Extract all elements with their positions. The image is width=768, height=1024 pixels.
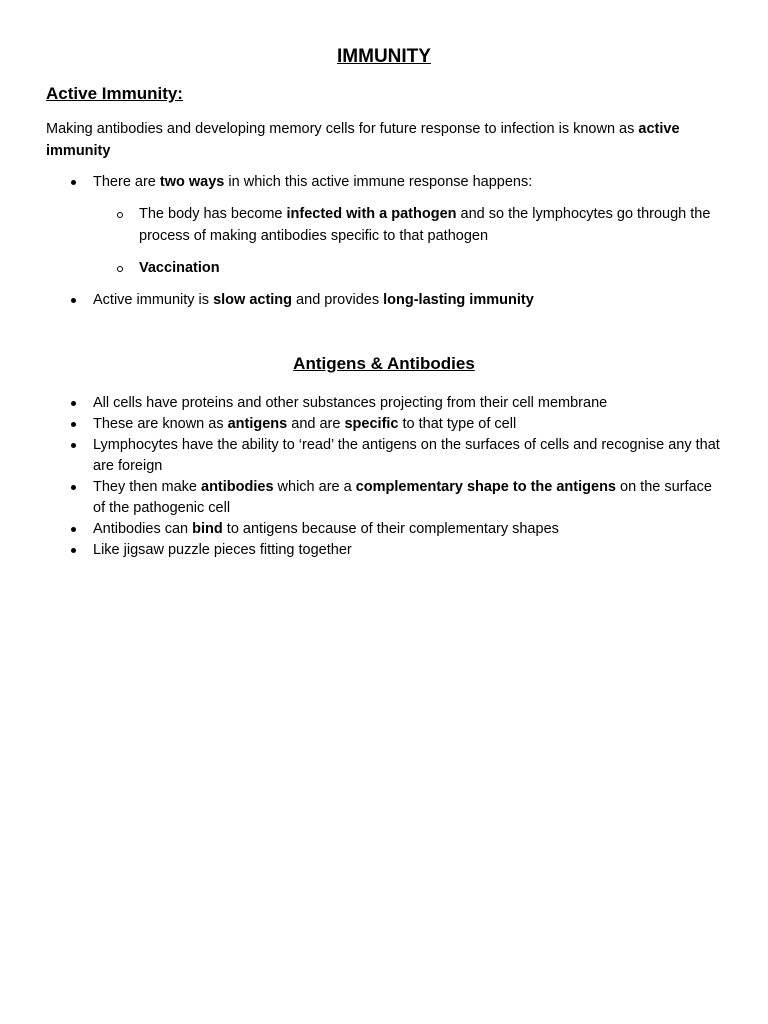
intro-bold-term: active immunity (46, 121, 680, 159)
list-item (46, 519, 726, 540)
list-item-bold: specific (344, 416, 399, 432)
bullet-icon (71, 443, 76, 448)
sub-item-bold: infected with a pathogen (286, 206, 457, 222)
document-title: IMMUNITY (337, 46, 431, 67)
bullet-icon (71, 548, 76, 553)
list-item (46, 477, 726, 519)
active-immunity-heading: Active Immunity: (46, 84, 183, 103)
list-item-text: and are (287, 416, 345, 432)
active-immunity-list (46, 171, 726, 311)
antigens-antibodies-heading: Antigens & Antibodies (293, 354, 475, 373)
list-item-text: and provides (292, 292, 384, 308)
list-item-text: There are (93, 174, 160, 190)
bullet-icon (71, 401, 76, 406)
list-item-text: to antigens because of their complementary shapes (222, 521, 559, 537)
list-item-text: These are known as (93, 416, 228, 432)
list-item-bold: bind (192, 521, 223, 537)
list-item (46, 414, 726, 435)
list-item-text: Like jigsaw puzzle pieces fitting together (93, 542, 352, 558)
sub-item-text: The body has become (139, 206, 287, 222)
list-item (46, 171, 726, 279)
bullet-icon (71, 527, 76, 532)
bullet-icon (71, 180, 76, 185)
list-item-bold: complementary shape to the antigens (355, 479, 616, 495)
list-item-bold: antigens (227, 416, 288, 432)
list-item-text: to that type of cell (398, 416, 517, 432)
sub-item-text: and so the lymphocytes go through the process of making antibodies specific to that pathogen (139, 206, 711, 244)
bullet-icon (71, 422, 76, 427)
hollow-bullet-icon (117, 266, 123, 272)
list-item-text: They then make (93, 479, 201, 495)
list-item-text: Active immunity is (93, 292, 214, 308)
list-item-text: Antibodies can (93, 521, 193, 537)
list-item (46, 435, 726, 477)
list-item-bold: antibodies (201, 479, 274, 495)
bullet-icon (71, 485, 76, 490)
sub-list-item (93, 257, 726, 279)
list-item-bold: two ways (159, 174, 225, 190)
list-item-text: Lymphocytes have the ability to ‘read’ the antigens on the surfaces of cells and recognise any that are foreign (93, 437, 720, 474)
sub-list-item (93, 203, 726, 247)
list-item-text: which are a (273, 479, 356, 495)
list-item-text: All cells have proteins and other substances projecting from their cell membrane (93, 395, 608, 411)
antigens-list (46, 393, 726, 561)
list-item-bold: slow acting (213, 292, 293, 308)
list-item-bold: long-lasting immunity (383, 292, 534, 308)
sub-item-bold: Vaccination (139, 260, 220, 276)
list-item (46, 289, 726, 311)
sub-list (93, 203, 726, 279)
intro-text: Making antibodies and developing memory cells for future response to infection is known as (46, 121, 639, 137)
list-item (46, 540, 726, 561)
list-item (46, 393, 726, 414)
list-item-text: in which this active immune response happens: (224, 174, 533, 190)
list-item-text: on the surface of the pathogenic cell (93, 479, 712, 516)
bullet-icon (71, 298, 76, 303)
active-immunity-intro (46, 118, 726, 162)
hollow-bullet-icon (117, 212, 123, 218)
